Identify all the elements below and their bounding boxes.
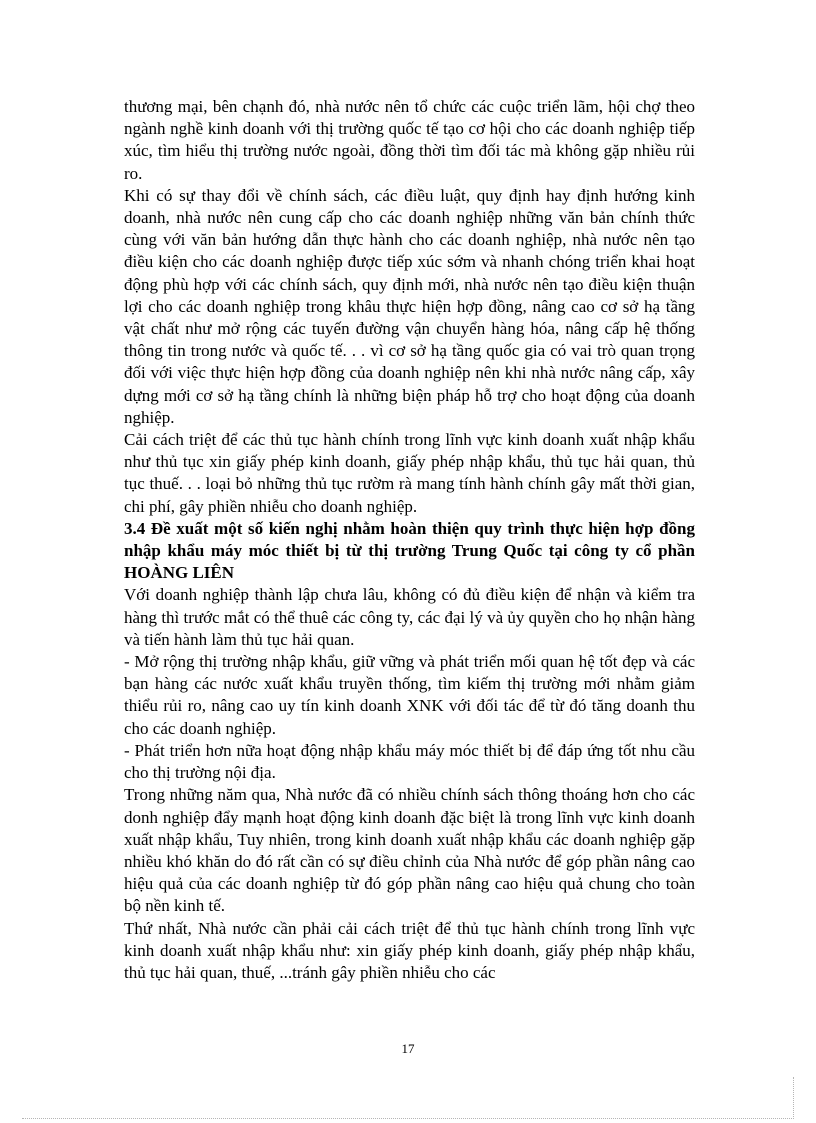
- paragraph-first-recommendation: Thứ nhất, Nhà nước cần phải cải cách triệt để thủ tục hành chính trong lĩnh vực kinh doanh xuất nhập khẩu như: xin giấy phép kinh doanh, giấy phép nhập khẩu, thủ tục hải quan, thuế, ...tránh gây phiền nhiễu cho các: [124, 918, 695, 982]
- paragraph-develop-imports: - Phát triển hơn nữa hoạt động nhập khẩu máy móc thiết bị để đáp ứng tốt nhu cầu cho thị trường nội địa.: [124, 740, 695, 783]
- paragraph-expand-market: - Mở rộng thị trường nhập khẩu, giữ vững và phát triển mối quan hệ tốt đẹp và các bạn hàng các nước xuất khẩu truyền thống, tìm kiếm thị trường mới nhằm giảm thiểu rủi ro, nâng cao uy tín kinh doanh XNK với đối tác để từ đó tăng doanh thu cho các doanh nghiệp.: [124, 652, 695, 738]
- body-text: [124, 96, 695, 984]
- paragraph-state-policies: Trong những năm qua, Nhà nước đã có nhiều chính sách thông thoáng hơn cho các donh nghiệp đẩy mạnh hoạt động kinh doanh đặc biệt là trong lĩnh vực kinh doanh xuất nhập khẩu, Tuy nhiên, trong kinh doanh xuất nhập khẩu các doanh nghiệp gặp nhiều khó khăn do đó rất cần có sự điều chỉnh của Nhà nước để góp phần nâng cao hiệu quả của các doanh nghiệp từ đó góp phần nâng cao hiệu quả chung cho toàn bộ nền kinh tế.: [124, 785, 695, 916]
- paragraph-policy-changes: Khi có sự thay đổi về chính sách, các điều luật, quy định hay định hướng kinh doanh, nhà nước nên cung cấp cho các doanh nghiệp những văn bản chính thức cùng với văn bản hướng dẫn thực hành cho các doanh nghiệp, nhà nước nên tạo điều kiện cho các doanh nghiệp được tiếp xúc sớm và nhanh chóng triển khai hoạt động phù hợp với các chính sách, quy định mới, nhà nước nên tạo điều kiện thuận lợi cho các doanh nghiệp trong khâu thực hiện hợp đồng, nâng cao cơ sở hạ tầng vật chất như mở rộng các tuyến đường vận chuyển hàng hóa, nâng cấp hệ thống thông tin trong nước và quốc tế. . . vì cơ sở hạ tầng quốc gia có vai trò quan trọng đối với việc thực hiện hợp đồng của doanh nghiệp nên khi nhà nước nâng cấp, xây dựng mới cơ sở hạ tầng chính là những biện pháp hỗ trợ cho hoạt động của doanh nghiệp.: [124, 185, 695, 427]
- paragraph-administrative-reform: Cải cách triệt để các thủ tục hành chính trong lĩnh vực kinh doanh xuất nhập khẩu như thủ tục xin giấy phép kinh doanh, giấy phép nhập khẩu, thủ tục hải quan, thủ tục thuế. . . loại bỏ những thủ tục rườm rà mang tính hành chính gây mất thời gian, chi phí, gây phiền nhiễu cho doanh nghiệp.: [124, 430, 695, 516]
- page-number: 17: [401, 1041, 415, 1056]
- page-right-border: [793, 1077, 794, 1119]
- paragraph-new-enterprises: Với doanh nghiệp thành lập chưa lâu, không có đủ điều kiện để nhận và kiểm tra hàng thì trước mắt có thể thuê các công ty, các đại lý và ủy quyền cho họ nhận hàng và tiến hành làm thủ tục hải quan.: [124, 585, 695, 649]
- paragraph-trade-fairs: thương mại, bên chạnh đó, nhà nước nên tổ chức các cuộc triển lãm, hội chợ theo ngành nghề kinh doanh với thị trường quốc tế tạo cơ hội cho các doanh nghiệp tiếp xúc, tìm hiểu thị trường nước ngoài, đồng thời tìm đối tác mà không gặp nhiều rủi ro.: [124, 97, 695, 183]
- page-bottom-border: [22, 1118, 794, 1119]
- section-heading-3-4: 3.4 Đề xuất một số kiến nghị nhằm hoàn thiện quy trình thực hiện hợp đồng nhập khẩu máy móc thiết bị từ thị trường Trung Quốc tại công ty cổ phần HOÀNG LIÊN: [124, 518, 695, 583]
